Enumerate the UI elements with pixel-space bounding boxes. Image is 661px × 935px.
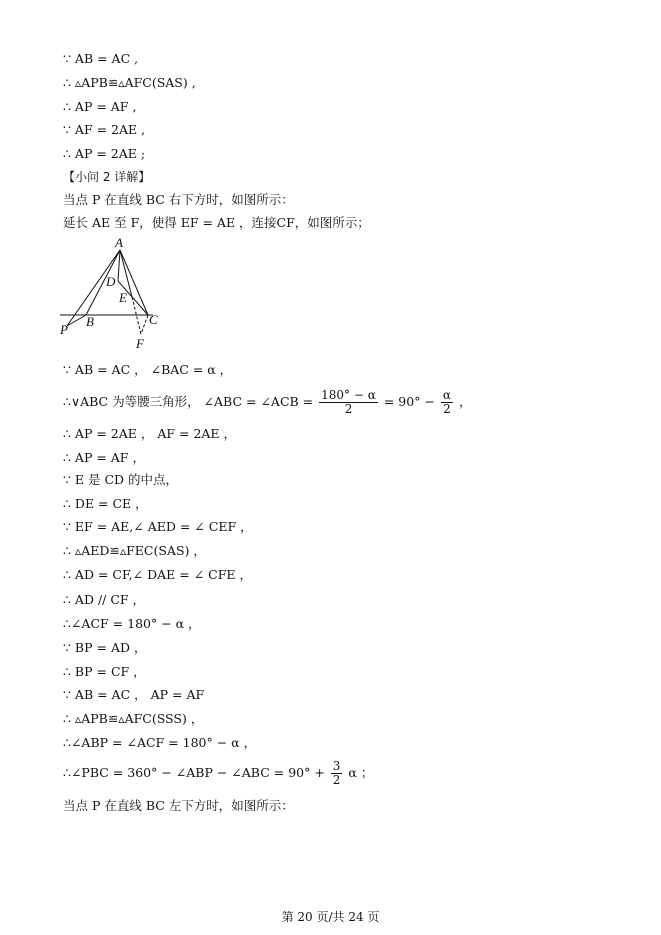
text-line-mid-9: ∴∠ACF = 180° − α ， xyxy=(63,616,201,631)
text-line-4: ∵ AF = 2AE , xyxy=(63,122,146,137)
fraction-three-halves xyxy=(331,760,343,787)
fraction-alpha xyxy=(441,389,453,416)
segment-pb xyxy=(67,315,86,326)
text-line-mid-7: ∴ AD = CF,∠ DAE = ∠ CFE ， xyxy=(63,567,252,582)
text-line-1: ∵ AB = AC , xyxy=(63,51,139,66)
segment-cf xyxy=(141,315,148,334)
pbc-prefix: ∴∠PBC = 360° − ∠ABP − ∠ABC = 90° + xyxy=(63,765,325,780)
text-line-7: 当点 P 在直线 BC 右下方时，如图所示： xyxy=(63,192,294,207)
text-line-mid-2: ∴ AP = AF ， xyxy=(63,450,145,465)
pbc-suffix: α ； xyxy=(348,765,374,780)
text-line-8: 延长 AE 至 F，使得 EF = AE ，连接CF，如图所示； xyxy=(63,215,370,230)
text-line-mid-14: ∴∠ABP = ∠ACF = 180° − α ， xyxy=(63,735,257,750)
text-line-pbc xyxy=(63,758,373,788)
page-footer: 第 20 页/共 24 页 xyxy=(281,910,380,924)
label-e: E xyxy=(119,290,127,305)
text-line-2: ∴ ▵APB≌▵AFC(SAS) , xyxy=(63,75,196,90)
text-line-isosceles xyxy=(63,387,472,417)
isosceles-suffix: ， xyxy=(458,394,472,409)
fraction-three-halves-numerator: 3 xyxy=(332,759,341,773)
text-line-mid-11: ∴ BP = CF ， xyxy=(63,664,146,679)
fraction-three-halves-denominator: 2 xyxy=(332,773,341,787)
text-line-mid-1: ∴ AP = 2AE ， AF = 2AE ， xyxy=(63,426,237,441)
label-a: A xyxy=(115,236,123,250)
text-line-mid-4: ∴ DE = CE ， xyxy=(63,496,148,511)
fraction-alpha-denominator: 2 xyxy=(443,402,451,416)
section-heading: 【小问 2 详解】 xyxy=(63,170,151,184)
segment-ac xyxy=(120,250,148,315)
label-f: F xyxy=(136,336,144,351)
text-line-mid-3: ∵ E 是 CD 的中点， xyxy=(63,472,179,487)
isosceles-prefix: ∴∨ABC 为等腰三角形， ∠ABC = ∠ACB = xyxy=(63,394,314,409)
fraction-angle-denominator: 2 xyxy=(344,402,353,416)
label-c: C xyxy=(149,312,158,327)
triangle-figure xyxy=(55,236,195,351)
text-line-mid-10: ∵ BP = AD ， xyxy=(63,640,147,655)
fraction-angle xyxy=(319,389,378,416)
label-p: P xyxy=(60,322,68,337)
text-line-mid-5: ∵ EF = AE,∠ AED = ∠ CEF ， xyxy=(63,519,253,534)
text-line-mid-6: ∴ ▵AED≌▵FEC(SAS) ， xyxy=(63,543,206,558)
label-b: B xyxy=(86,314,94,329)
fraction-alpha-numerator: α xyxy=(442,388,451,402)
text-line-after-fig-1: ∵ AB = AC ， ∠BAC = α ， xyxy=(63,362,233,377)
segment-ad xyxy=(118,250,120,281)
text-line-3: ∴ AP = AF , xyxy=(63,99,137,114)
isosceles-middle: = 90° − xyxy=(383,394,435,409)
text-line-5: ∴ AP = 2AE ; xyxy=(63,146,146,161)
text-line-last: 当点 P 在直线 BC 左下方时，如图所示： xyxy=(63,798,294,813)
text-line-mid-12: ∵ AB = AC ， AP = AF xyxy=(63,687,205,702)
label-d: D xyxy=(106,274,116,289)
fraction-angle-numerator: 180° − α xyxy=(321,388,376,402)
text-line-mid-13: ∴ ▵APB≌▵AFC(SSS) ， xyxy=(63,711,204,726)
text-line-mid-8: ∴ AD // CF ， xyxy=(63,592,146,607)
